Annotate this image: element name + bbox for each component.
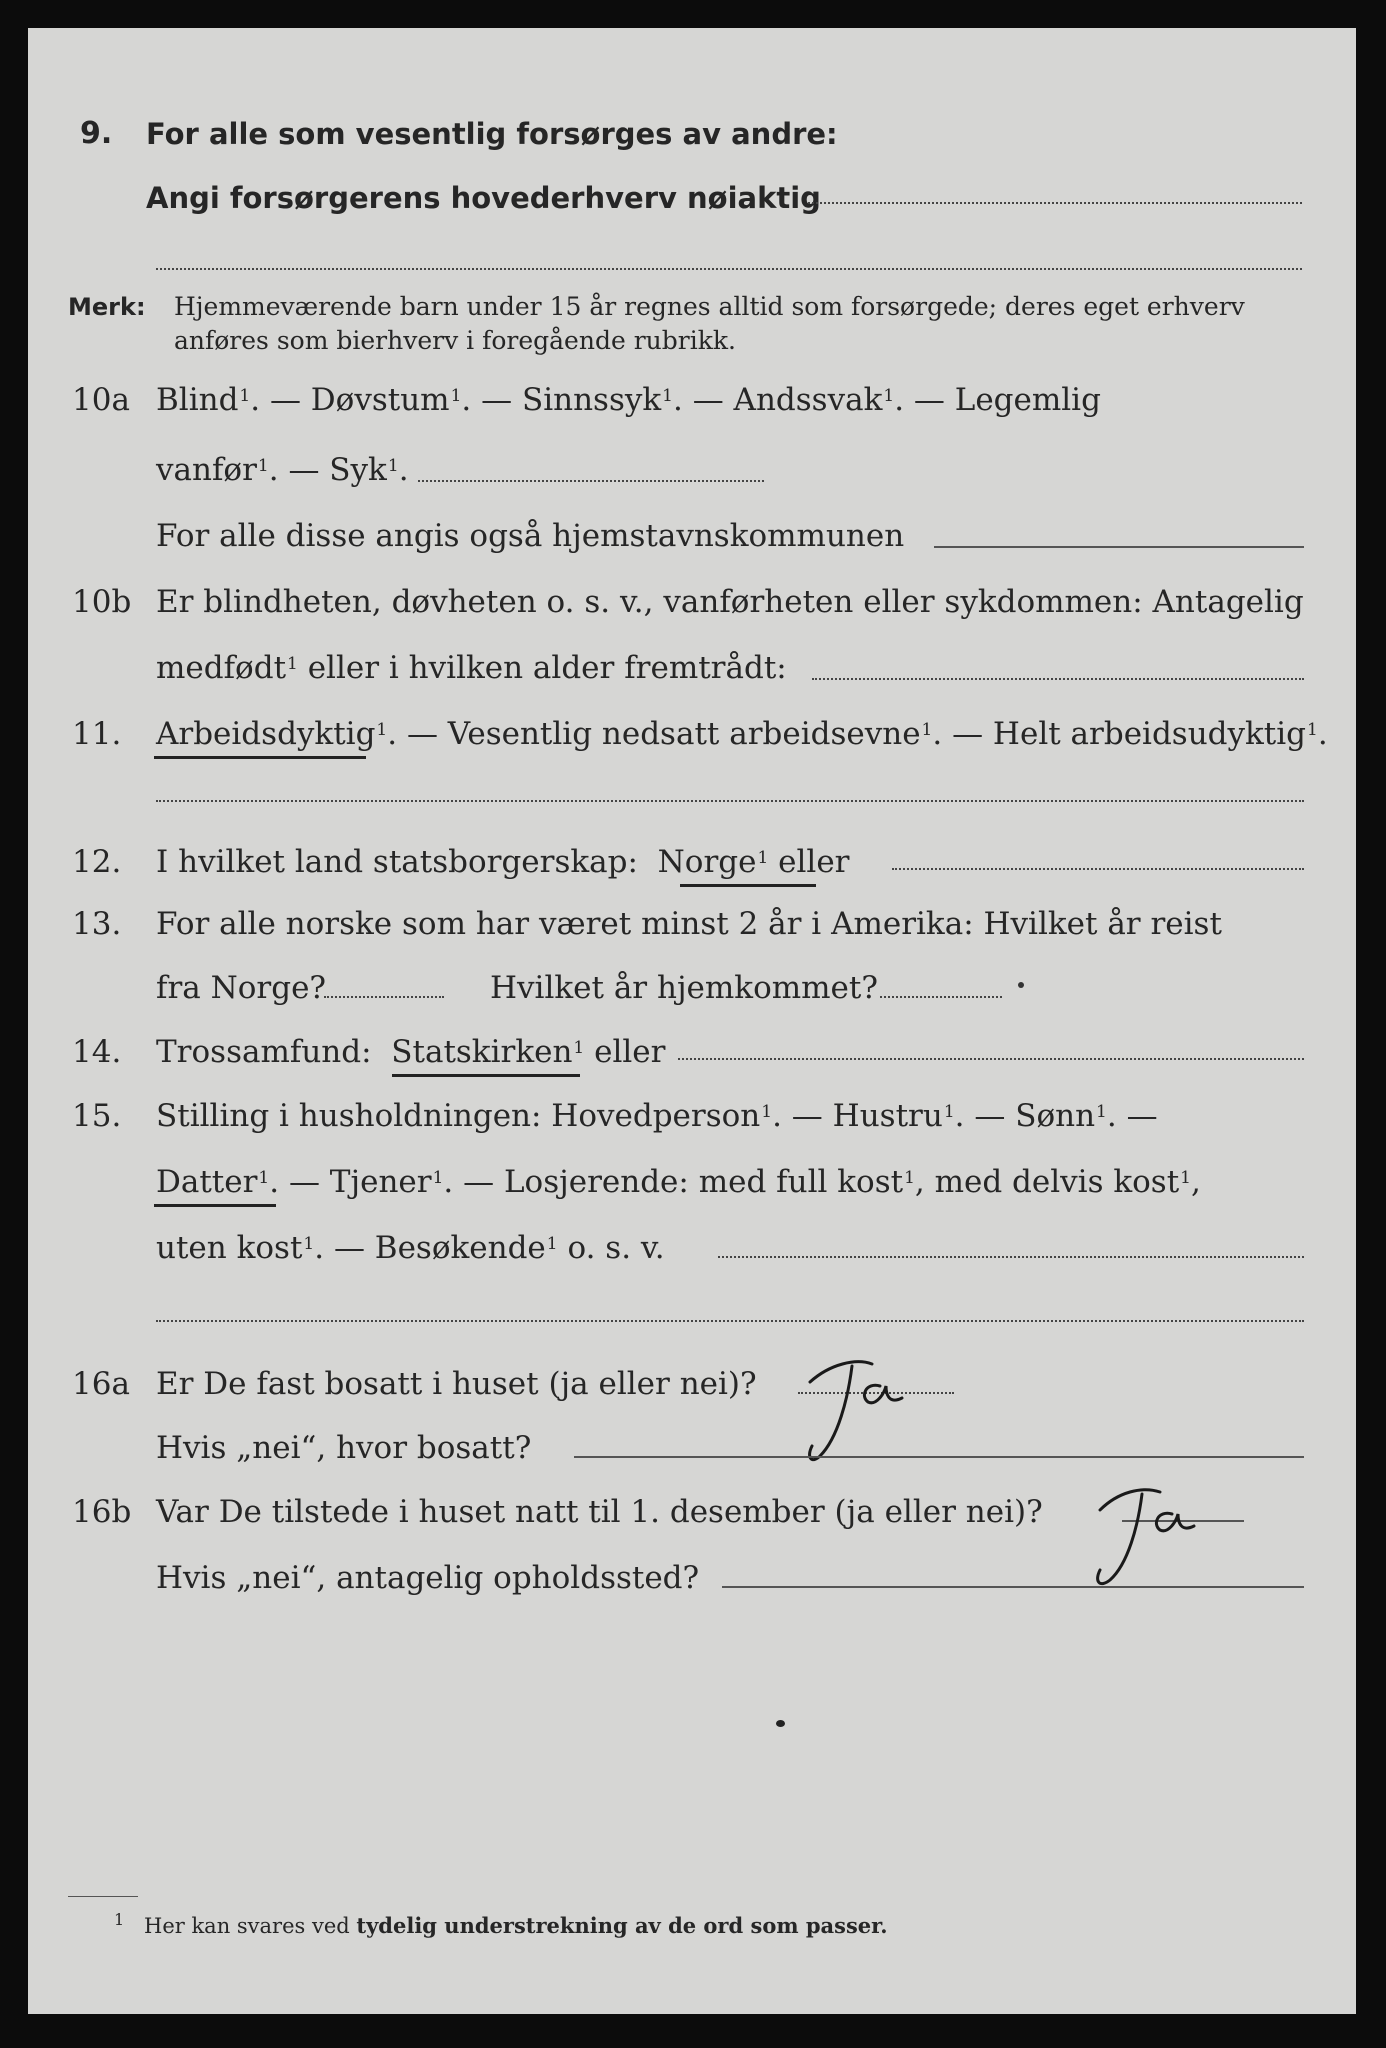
footnote-ref: 1 [757,848,769,868]
q15-extra-field[interactable] [156,1320,1304,1322]
q12-text [156,842,850,882]
q10b-alder-field[interactable] [812,678,1304,680]
footnote-ref: 1 [258,1168,270,1188]
q14-option-statskirken[interactable]: Statskirken [391,1034,573,1070]
q10b-line1: Er blindheten, døvheten o. s. v., vanførheten eller sykdommen: Antagelig [156,584,1304,620]
q15-line2-rest: . — Tjener$^1$. — Losjerende: med full kost$^1$, med delvis kost$^1$, [269,1164,1201,1200]
footnote-ref: 1 [376,720,388,740]
merk-line2: anføres som bierhverv i foregående rubrikk. [174,326,736,355]
q9-answer-field-2[interactable] [156,268,1302,270]
q16a-line1: Er De fast bosatt i huset (ja eller nei)? [156,1366,757,1402]
q15-line3: uten kost$^1$. — Besøkende$^1$ o. s. v. [156,1230,665,1266]
q15-line2 [156,1162,1201,1202]
q10b-line2: medfødt$^1$ eller i hvilken alder fremtrådt: [156,650,787,686]
footnote-text-pre: Her kan svares ved [144,1914,350,1938]
q13-number: 13. [72,906,122,942]
q12-land-field[interactable] [892,868,1304,870]
q9-text-line1: For alle som vesentlig forsørges av andre: [146,117,838,151]
q14-text [156,1032,665,1072]
ink-spot [1018,982,1024,988]
q16a-number: 16a [72,1366,130,1402]
q12-underline-norge [680,884,816,887]
q12-option-norge[interactable]: Norge [657,844,757,880]
q9-answer-field[interactable] [808,202,1302,204]
q10a-number: 10a [72,382,130,418]
q14-pre: Trossamfund: [156,1034,372,1070]
q10b-number: 10b [72,584,132,620]
q10a-hjemstavn-field[interactable] [934,546,1304,548]
q10a-line2: vanfør$^1$. — Syk$^1$. [156,452,409,488]
q10a-line1: Blind$^1$. — Døvstum$^1$. — Sinnssyk$^1$. — Andssvak$^1$. — Legemlig [156,382,1101,418]
census-form-page [28,28,1356,2014]
q14-post: eller [594,1034,666,1070]
q14-trossamfund-field[interactable] [678,1058,1304,1060]
q15-underline-datter [154,1204,276,1207]
q12-number: 12. [72,844,122,880]
q15-number: 15. [72,1098,122,1134]
q16b-line2: Hvis „nei“, antagelig opholdssted? [156,1560,700,1596]
ink-spot [776,1720,785,1727]
q12-pre: I hvilket land statsborgerskap: [156,844,638,880]
footnote-text [144,1906,888,1946]
footnote-text-bold: tydelig understrekning av de ord som passer. [356,1913,888,1938]
q11-text [156,714,1328,754]
q15-option-datter[interactable]: Datter [156,1164,258,1200]
footnote-rule [68,1896,138,1897]
q13-reist-field[interactable] [324,996,444,998]
q11-underline-arbeidsdyktig [154,756,366,759]
q16b-handwritten-answer [1076,1472,1216,1602]
q12-post: eller [778,844,850,880]
q14-number: 14. [72,1034,122,1070]
footnote-mark: 1 [114,1910,125,1929]
q15-stilling-field[interactable] [718,1256,1304,1258]
q11-number: 11. [72,716,122,752]
q13-line2b: Hvilket år hjemkommet? [490,970,878,1006]
q11-extra-field[interactable] [156,800,1304,802]
q15-line1: Stilling i husholdningen: Hovedperson$^1$. — Hustru$^1$. — Sønn$^1$. — [156,1098,1158,1134]
q9-text-line2: Angi forsørgerens hovederhverv nøiaktig [146,181,821,215]
q13-hjemkommet-field[interactable] [880,996,1002,998]
q9-number: 9. [80,116,113,151]
q10a-syk-field[interactable] [418,480,764,482]
q10a-line3: For alle disse angis også hjemstavnskommunen [156,518,905,554]
q16b-opholdssted-field[interactable] [722,1586,1304,1588]
q13-line1: For alle norske som har været minst 2 år i Amerika: Hvilket år reist [156,906,1222,942]
q16b-line1: Var De tilstede i huset natt til 1. desember (ja eller nei)? [156,1494,1043,1530]
q11-rest: . — Vesentlig nedsatt arbeidsevne$^1$. — Helt arbeidsudyktig$^1$. [387,716,1328,752]
footnote-ref: 1 [573,1038,585,1058]
q16a-bosatt-field[interactable] [574,1456,1304,1458]
q14-underline-statskirken [392,1074,580,1077]
merk-label: Merk: [68,293,146,321]
q13-line2a: fra Norge? [156,970,327,1006]
q16a-line2: Hvis „nei“, hvor bosatt? [156,1430,532,1466]
merk-line1: Hjemmeværende barn under 15 år regnes alltid som forsørgede; deres eget erhverv [174,292,1245,321]
q11-option-arbeidsdyktig[interactable]: Arbeidsdyktig [156,716,376,752]
q16b-number: 16b [72,1494,132,1530]
